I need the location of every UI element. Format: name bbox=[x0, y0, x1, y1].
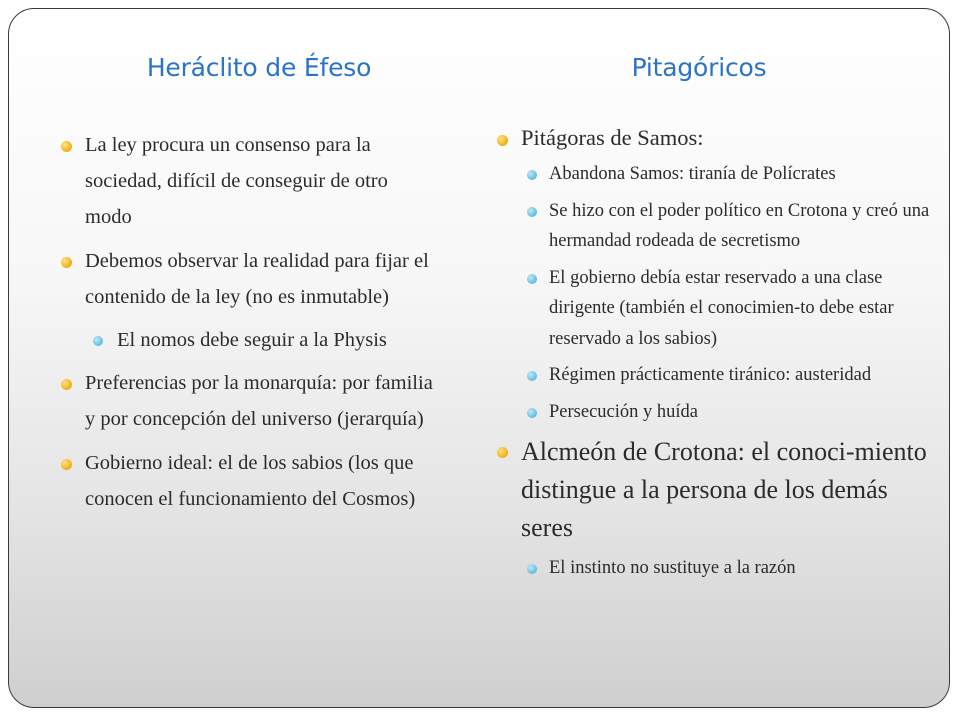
bullet-dot-icon bbox=[61, 459, 72, 470]
sub-bullet-item bbox=[483, 360, 943, 391]
bullet-text: Pitágoras de Samos: bbox=[521, 125, 704, 150]
left-bullet-list bbox=[61, 127, 433, 525]
bullet-text: Régimen prácticamente tiránico: austeridad bbox=[549, 365, 872, 385]
bullet-text: Persecución y huída bbox=[549, 401, 698, 422]
bullet-item bbox=[61, 127, 433, 235]
bullet-text: El nomos debe seguir a la Physis bbox=[117, 329, 387, 351]
sub-bullet-item bbox=[483, 159, 943, 190]
sub-bullet-dot-icon bbox=[527, 408, 537, 418]
bullet-text: Se hizo con el poder político en Crotona y creó una hermandad rodeada de secretismo bbox=[549, 200, 930, 251]
bullet-dot-icon bbox=[61, 379, 72, 390]
bullet-item bbox=[483, 121, 943, 155]
bullet-text: Gobierno ideal: el de los sabios (los que conocen el funcionamiento del Cosmos) bbox=[85, 452, 416, 510]
sub-bullet-dot-icon bbox=[527, 274, 537, 284]
sub-bullet-dot-icon bbox=[527, 564, 537, 574]
bullet-item bbox=[483, 433, 943, 547]
bullet-text: La ley procura un consenso para la sociedad, difícil de conseguir de otro modo bbox=[85, 134, 388, 228]
slide bbox=[8, 8, 950, 708]
sub-bullet-item bbox=[483, 397, 943, 428]
bullet-dot-icon bbox=[61, 141, 72, 152]
heading-heraclito: Heráclito de Éfeso bbox=[146, 53, 372, 82]
right-bullet-list bbox=[483, 121, 943, 590]
bullet-item bbox=[61, 365, 433, 437]
bullet-text: Preferencias por la monarquía: por familia y por concepción del universo (jerarquía) bbox=[85, 372, 433, 430]
bullet-text: El instinto no sustituye a la razón bbox=[549, 558, 796, 578]
bullet-dot-icon bbox=[497, 135, 508, 146]
sub-bullet-dot-icon bbox=[527, 371, 537, 381]
sub-bullet-dot-icon bbox=[527, 207, 537, 217]
sub-bullet-dot-icon bbox=[527, 170, 537, 180]
bullet-text: Alcmeón de Crotona: el conoci-miento distingue a la persona de los demás seres bbox=[521, 437, 927, 542]
bullet-text: Abandona Samos: tiranía de Polícrates bbox=[549, 164, 836, 184]
heading-pitagoricos: Pitagóricos bbox=[631, 53, 767, 82]
sub-bullet-item bbox=[483, 263, 943, 355]
bullet-text: El gobierno debía estar reservado a una clase dirigente (también el conocimien-to debe estar reservado a los sabios) bbox=[549, 267, 894, 349]
bullet-item bbox=[61, 445, 433, 517]
sub-bullet-dot-icon bbox=[93, 336, 103, 346]
bullet-item bbox=[61, 243, 433, 315]
bullet-dot-icon bbox=[497, 447, 508, 458]
bullet-dot-icon bbox=[61, 257, 72, 268]
sub-bullet-item bbox=[61, 323, 433, 357]
sub-bullet-item bbox=[483, 553, 943, 584]
sub-bullet-item bbox=[483, 196, 943, 257]
bullet-text: Debemos observar la realidad para fijar el contenido de la ley (no es inmutable) bbox=[85, 250, 429, 308]
